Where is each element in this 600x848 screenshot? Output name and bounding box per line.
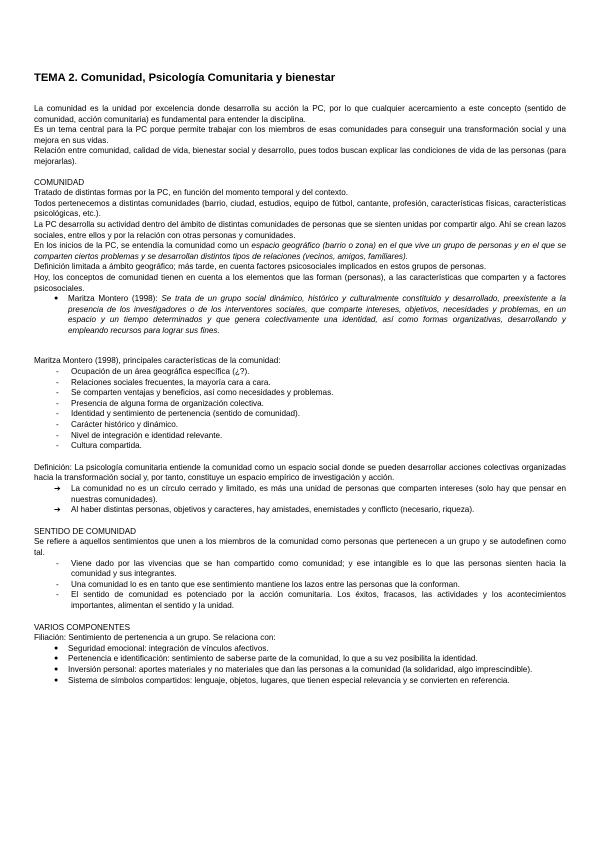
list-item: - Identidad y sentimiento de pertenencia (sentido de comunidad). [34,409,566,420]
paragraph: Hoy, los conceptos de comunidad tienen en cuenta a los elementos que las forman (personas), a las características que comparten y a factores psicosociales. [34,272,566,293]
section-heading: SENTIDO DE COMUNIDAD [34,526,137,536]
section-heading: COMUNIDAD [34,177,85,187]
list-item: - Se comparten ventajas y beneficios, así como necesidades y problemas. [34,388,566,399]
list-item: ➔ Al haber distintas personas, objetivos y caracteres, hay amistades, enemistades y conflicto (necesario, riqueza). [34,505,566,516]
dash-list [34,367,566,452]
paragraph-text: En los inicios de la PC, se entendía la comunidad como un [34,241,252,251]
sentido-section [34,527,566,612]
list-item: ● Sistema de símbolos compartidos: lenguaje, objetos, lugares, que tienen especial relevancia y se convierten en referencia. [34,676,566,687]
document-title: TEMA 2. Comunidad, Psicología Comunitaria y bienestar [34,72,336,84]
dash-list [34,559,566,612]
italic-quote: Se trata de un grupo social dinámico, histórico y culturalmente constituido y desarrollado, preexistente a la presencia de los investigadores o de los interventores sociales, que comparte intereses, objetivos, necesidades y problemas, en un espacio y un tiempo determinados y que genera colectivamente una identidad, así como formas organizativas, desarrollando y empleando recursos para lograr sus fines. [68,294,566,335]
list-item: ➔ La comunidad no es un círculo cerrado y limitado, es más una unidad de personas que comparten intereses (solo hay que pensar en nuestras comunidades). [34,484,566,505]
intro-paragraph: Es un tema central para la PC porque permite trabajar con los miembros de esas comunidades para conseguir una transformación social y una mejora en sus vidas. [34,125,566,145]
list-item: - Relaciones sociales frecuentes, la mayoría cara a cara. [34,378,566,389]
comunidad-section [34,178,566,337]
list-item: ● Pertenencia e identificación: sentimiento de saberse parte de la comunidad, lo que a su vez posibilita la identidad. [34,654,566,665]
list-item: ● Seguridad emocional: integración de vínculos afectivos. [34,644,566,655]
intro-section [34,104,566,168]
list-item: - Viene dado por las vivencias que se han compartido como comunidad; y ese intangible es lo que las personas sienten hacia la comunidad y sus integrantes. [34,559,566,580]
paragraph: Definición: La psicología comunitaria entiende la comunidad como un espacio social donde se pueden desarrollar acciones colectivas organizadas hacia la transformación social y, por tanto, constituye un espacio empírico de investigación y acción. [34,462,566,483]
arrow-list [34,484,566,516]
componentes-section [34,623,566,687]
definicion-section [34,463,566,516]
list-item: - El sentido de comunidad es potenciado por la acción comunitaria. Los éxitos, fracasos, las actividades y los acontecimientos importantes, alimentan el sentido y la unidad. [34,590,566,611]
paragraph: Todos pertenecemos a distintas comunidades (barrio, ciudad, estudios, equipo de fútbol, cantante, profesión, características físicas, características psicológicas, etc.). [34,198,566,219]
list-item: - Carácter histórico y dinámico. [34,420,566,431]
italic-text: espacio geográfico (barrio o zona) en el que vive un grupo de personas y en el que se comparten ciertos problemas y se desarrollan distintos tipos de relaciones (vecinos, amigos, familiares). [34,241,566,261]
paragraph: Definición limitada a ámbito geográfico; más tarde, en cuenta factores psicosociales implicados en estos grupos de personas. [34,262,487,272]
list-item: - Cultura compartida. [34,441,566,452]
montero-section [34,356,566,451]
list-item: - Presencia de alguna forma de organización colectiva. [34,399,566,410]
list-item: ● Inversión personal: aportes materiales y no materiales que dan las personas a la comunidad (la solidaridad, algo imprescindible). [34,665,566,676]
list-item: - Nivel de integración e identidad relevante. [34,431,566,442]
intro-paragraph: Relación entre comunidad, calidad de vida, bienestar social y desarrollo, pues todos buscan explicar las condiciones de vida de las personas (para mejorarlas). [34,146,566,166]
paragraph: Filiación: Sentimiento de pertenencia a un grupo. Se relaciona con: [34,633,276,643]
bullet-list [34,644,566,686]
paragraph: Tratado de distintas formas por la PC, en función del momento temporal y del contexto. [34,188,349,198]
paragraph [34,241,566,262]
list-item: - Ocupación de un área geográfica específica (¿?). [34,367,566,378]
paragraph: La PC desarrolla su actividad dentro del ámbito de distintas comunidades de personas que se sienten unidas por compartir algo. Ahí se crean lazos sociales, entre ellos y por la relación con otras personas y comunidades. [34,219,566,240]
paragraph: Maritza Montero (1998), principales características de la comunidad: [34,356,281,366]
intro-paragraph: La comunidad es la unidad por excelencia donde desarrolla su acción la PC, por lo que cualquier acercamiento a este concepto (sentido de comunidad, acción comunitaria) es fundamental para entender la disciplina. [34,104,566,124]
paragraph: Se refiere a aquellos sentimientos que unen a los miembros de la comunidad como personas que pertenecen a un grupo y se autodefinen como tal. [34,537,566,557]
list-item-text: Maritza Montero (1998): [68,294,162,304]
list-item: - Una comunidad lo es en tanto que ese sentimiento mantiene los lazos entre las personas que la conforman. [34,580,566,591]
section-heading: VARIOS COMPONENTES [34,622,131,632]
list-item [34,294,566,336]
bullet-list [34,294,566,336]
